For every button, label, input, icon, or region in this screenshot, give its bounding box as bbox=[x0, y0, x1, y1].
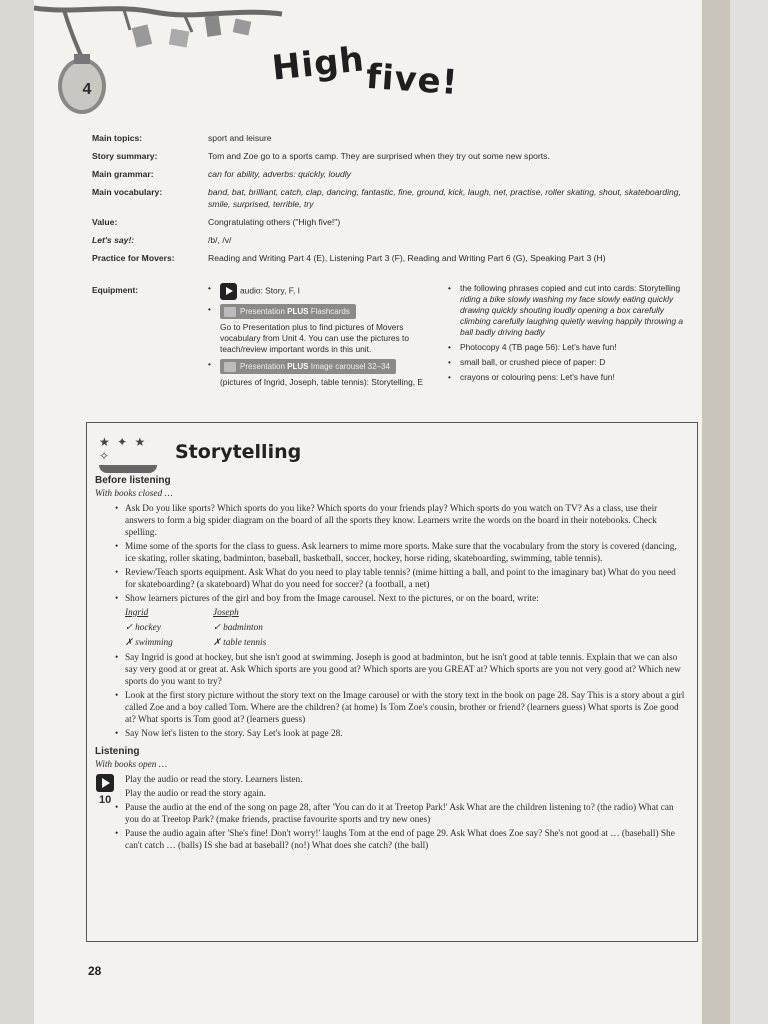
listening-step: Play the audio or read the story. Learners listen. bbox=[125, 775, 303, 785]
page bbox=[34, 0, 702, 1024]
pill2-brand: Presentation bbox=[240, 362, 285, 371]
pill1-brand: Presentation bbox=[240, 307, 285, 316]
listening-block bbox=[95, 774, 687, 852]
overview-row bbox=[92, 216, 692, 228]
equipment-right-column bbox=[446, 283, 696, 387]
before-listening-list-continued bbox=[95, 652, 687, 740]
pill2-plus: PLUS bbox=[287, 362, 309, 371]
list-item: • Review/Teach sports equipment. Ask What do you need to play table tennis? (mime hitting a ball, and point to the imaginary bat) What do you need for skateboarding? (a skateboard) What do you need for soccer? (a football, a net) bbox=[95, 567, 687, 591]
audio-item-text: audio: Story, F, I bbox=[240, 285, 300, 296]
listening-plain-list bbox=[95, 774, 687, 800]
list-item: • Mime some of the sports for the class to guess. Ask learners to mime more sports. Make sure that the vocabulary from the story is covered (dancing, ice skating, roller skating, badminton, baseball, basketball, soccer, hockey, horse riding, skateboarding, swimming, table tennis). bbox=[95, 541, 687, 565]
listening-heading: Listening bbox=[95, 746, 140, 757]
equipment-label: Equipment: bbox=[92, 285, 139, 295]
presentation-plus-flashcards-badge[interactable] bbox=[220, 304, 356, 319]
overview-row bbox=[92, 132, 692, 144]
pill2-description: (pictures of Ingrid, Joseph, table tennis): Storytelling, E bbox=[220, 377, 423, 387]
pill2-suffix: Image carousel 32–34 bbox=[310, 362, 390, 371]
overview-label: Let's say!: bbox=[92, 235, 135, 245]
presentation-plus-flashcards-item bbox=[206, 304, 436, 355]
overview-value: Congratulating others ("High five!") bbox=[208, 217, 341, 227]
list-item: • Ask Do you like sports? Which sports do you like? Which sports do your friends play? Which sports do you watch on TV? As a class, use their answers to form a big spider diagram on the board of all the sports they know. Learners write the words on the board in their notebooks. Check spelling. bbox=[95, 503, 687, 539]
audio-play-icon[interactable] bbox=[220, 283, 237, 300]
list-item: • Look at the first story picture without the story text on the Image carousel or with the story text in the book on page 28. Say This is a story about a girl called Zoe and a boy called Tom. Where are the children? (at home) Is Tom Zoe's cousin, brother or friend? (learners guess) What sports is Zoe good at? What sports is Tom good at? (learners guess) bbox=[95, 690, 687, 726]
overview-row bbox=[92, 252, 692, 264]
before-listening-list bbox=[95, 503, 687, 605]
before-listening-heading: Before listening bbox=[95, 475, 171, 486]
list-item: • Pause the audio at the end of the song on page 28, after 'You can do it at Treetop Park!' Ask What are the children listening to? (the radio) What can you do at Treetop Park? (make friends, practise favourite sports and try new ones) bbox=[95, 802, 687, 826]
arrow-icon bbox=[224, 307, 236, 317]
scan-background bbox=[730, 0, 768, 1024]
pill1-plus: PLUS bbox=[287, 307, 309, 316]
overview-label: Main vocabulary: bbox=[92, 187, 163, 197]
list-item: • Say Ingrid is good at hockey, but she isn't good at swimming. Joseph is good at badminton, but he isn't good at table tennis. Explain that we can also say very good at or great at. Ask Which sports are you good at? Which sports are you GREAT at? Which sports are you not very good at? Which new sports do you want to try? bbox=[95, 652, 687, 688]
overview-value: Tom and Zoe go to a sports camp. They are surprised when they try out some new sports. bbox=[208, 151, 550, 161]
names-table-header: Joseph bbox=[213, 608, 239, 618]
overview-row bbox=[92, 168, 692, 180]
phrases-item bbox=[446, 283, 696, 338]
arrow-icon bbox=[224, 362, 236, 372]
ingrid-joseph-table bbox=[95, 607, 687, 649]
overview-label: Main topics: bbox=[92, 133, 143, 143]
equipment-left-column bbox=[206, 283, 436, 392]
listening-list bbox=[95, 802, 687, 852]
names-table-cell: ✗ swimming bbox=[125, 638, 173, 648]
names-table-header: Ingrid bbox=[125, 608, 149, 618]
listening-step: Play the audio or read the story again. bbox=[125, 789, 266, 799]
list-item: • Show learners pictures of the girl and boy from the Image carousel. Next to the pictures, or on the board, write: bbox=[95, 593, 687, 605]
book-gutter bbox=[702, 0, 730, 1024]
listening-intro: With books open … bbox=[95, 760, 168, 770]
overview-label: Main grammar: bbox=[92, 169, 154, 179]
equipment-item: • crayons or colouring pens: Let's have fun! bbox=[446, 372, 696, 383]
names-table-cell: ✓ badminton bbox=[213, 623, 263, 633]
storytelling-body bbox=[95, 475, 687, 854]
pill1-description: Go to Presentation plus to find pictures of Movers vocabulary from Unit 4. You can use the pictures to teach/review important words in this unit. bbox=[220, 322, 410, 354]
list-item: • Say Now let's listen to the story. Say Let's look at page 28. bbox=[95, 728, 687, 740]
overview-value: sport and leisure bbox=[208, 133, 272, 143]
unit-number: 4 bbox=[82, 81, 92, 98]
tree-branch-illustration bbox=[34, 0, 284, 120]
pill1-suffix: Flashcards bbox=[310, 307, 350, 316]
unit-title-word2: five! bbox=[364, 56, 460, 104]
page-number: 28 bbox=[88, 964, 102, 978]
overview-row bbox=[92, 234, 692, 246]
unit-title-word1: High bbox=[270, 39, 367, 89]
names-table-cell: ✓ hockey bbox=[125, 623, 161, 633]
equipment-item: • Photocopy 4 (TB page 56): Let's have fun! bbox=[446, 342, 696, 353]
names-table-cell: ✗ table tennis bbox=[213, 638, 267, 648]
unit-overview-table bbox=[92, 132, 692, 270]
overview-row bbox=[92, 186, 692, 210]
overview-value: can for ability, adverbs: quickly, loudly bbox=[208, 169, 351, 179]
overview-label: Practice for Movers: bbox=[92, 253, 175, 263]
stars-book-icon: ★ ✦ ★ ✧ bbox=[99, 435, 157, 473]
overview-row bbox=[92, 150, 692, 162]
equipment-item: • small ball, or crushed piece of paper: D bbox=[446, 357, 696, 368]
presentation-plus-carousel-badge[interactable] bbox=[220, 359, 396, 374]
overview-value: Reading and Writing Part 4 (E), Listening Part 3 (F), Reading and Writing Part 6 (G), Speaking Part 3 (H) bbox=[208, 253, 606, 263]
overview-label: Story summary: bbox=[92, 151, 158, 161]
storytelling-title: Storytelling bbox=[175, 441, 302, 463]
track-number: 10 bbox=[99, 794, 112, 806]
overview-value: /b/, /v/ bbox=[208, 235, 232, 245]
overview-label: Value: bbox=[92, 217, 118, 227]
phrases-list: riding a bike slowly washing my face slowly eating quickly drawing quickly shouting loudly opening a box carefully climbing carefully laughing quietly waving happily throwing a ball badly driving badly bbox=[460, 294, 683, 337]
storytelling-box bbox=[86, 422, 698, 942]
phrases-intro: • the following phrases copied and cut into cards: Storytelling bbox=[460, 283, 681, 293]
list-item: • Pause the audio again after 'She's fine! Don't worry!' laughs Tom at the end of page 29. Ask What does Zoe say? She's not good at … (baseball) She can't catch … (balls) IS she bad at baseball? (no!) What does she catch? (the ball) bbox=[95, 828, 687, 852]
presentation-plus-carousel-item bbox=[206, 359, 436, 388]
audio-play-icon[interactable] bbox=[96, 774, 114, 792]
equipment-right-items bbox=[446, 342, 696, 383]
before-listening-intro: With books closed … bbox=[95, 489, 173, 499]
overview-value: band, bat, brilliant, catch, clap, dancing, fantastic, fine, ground, kick, laugh, net, practise, roller skating, shout, skateboarding, smile, surprised, terrible, try bbox=[208, 187, 681, 209]
audio-item bbox=[206, 283, 436, 300]
